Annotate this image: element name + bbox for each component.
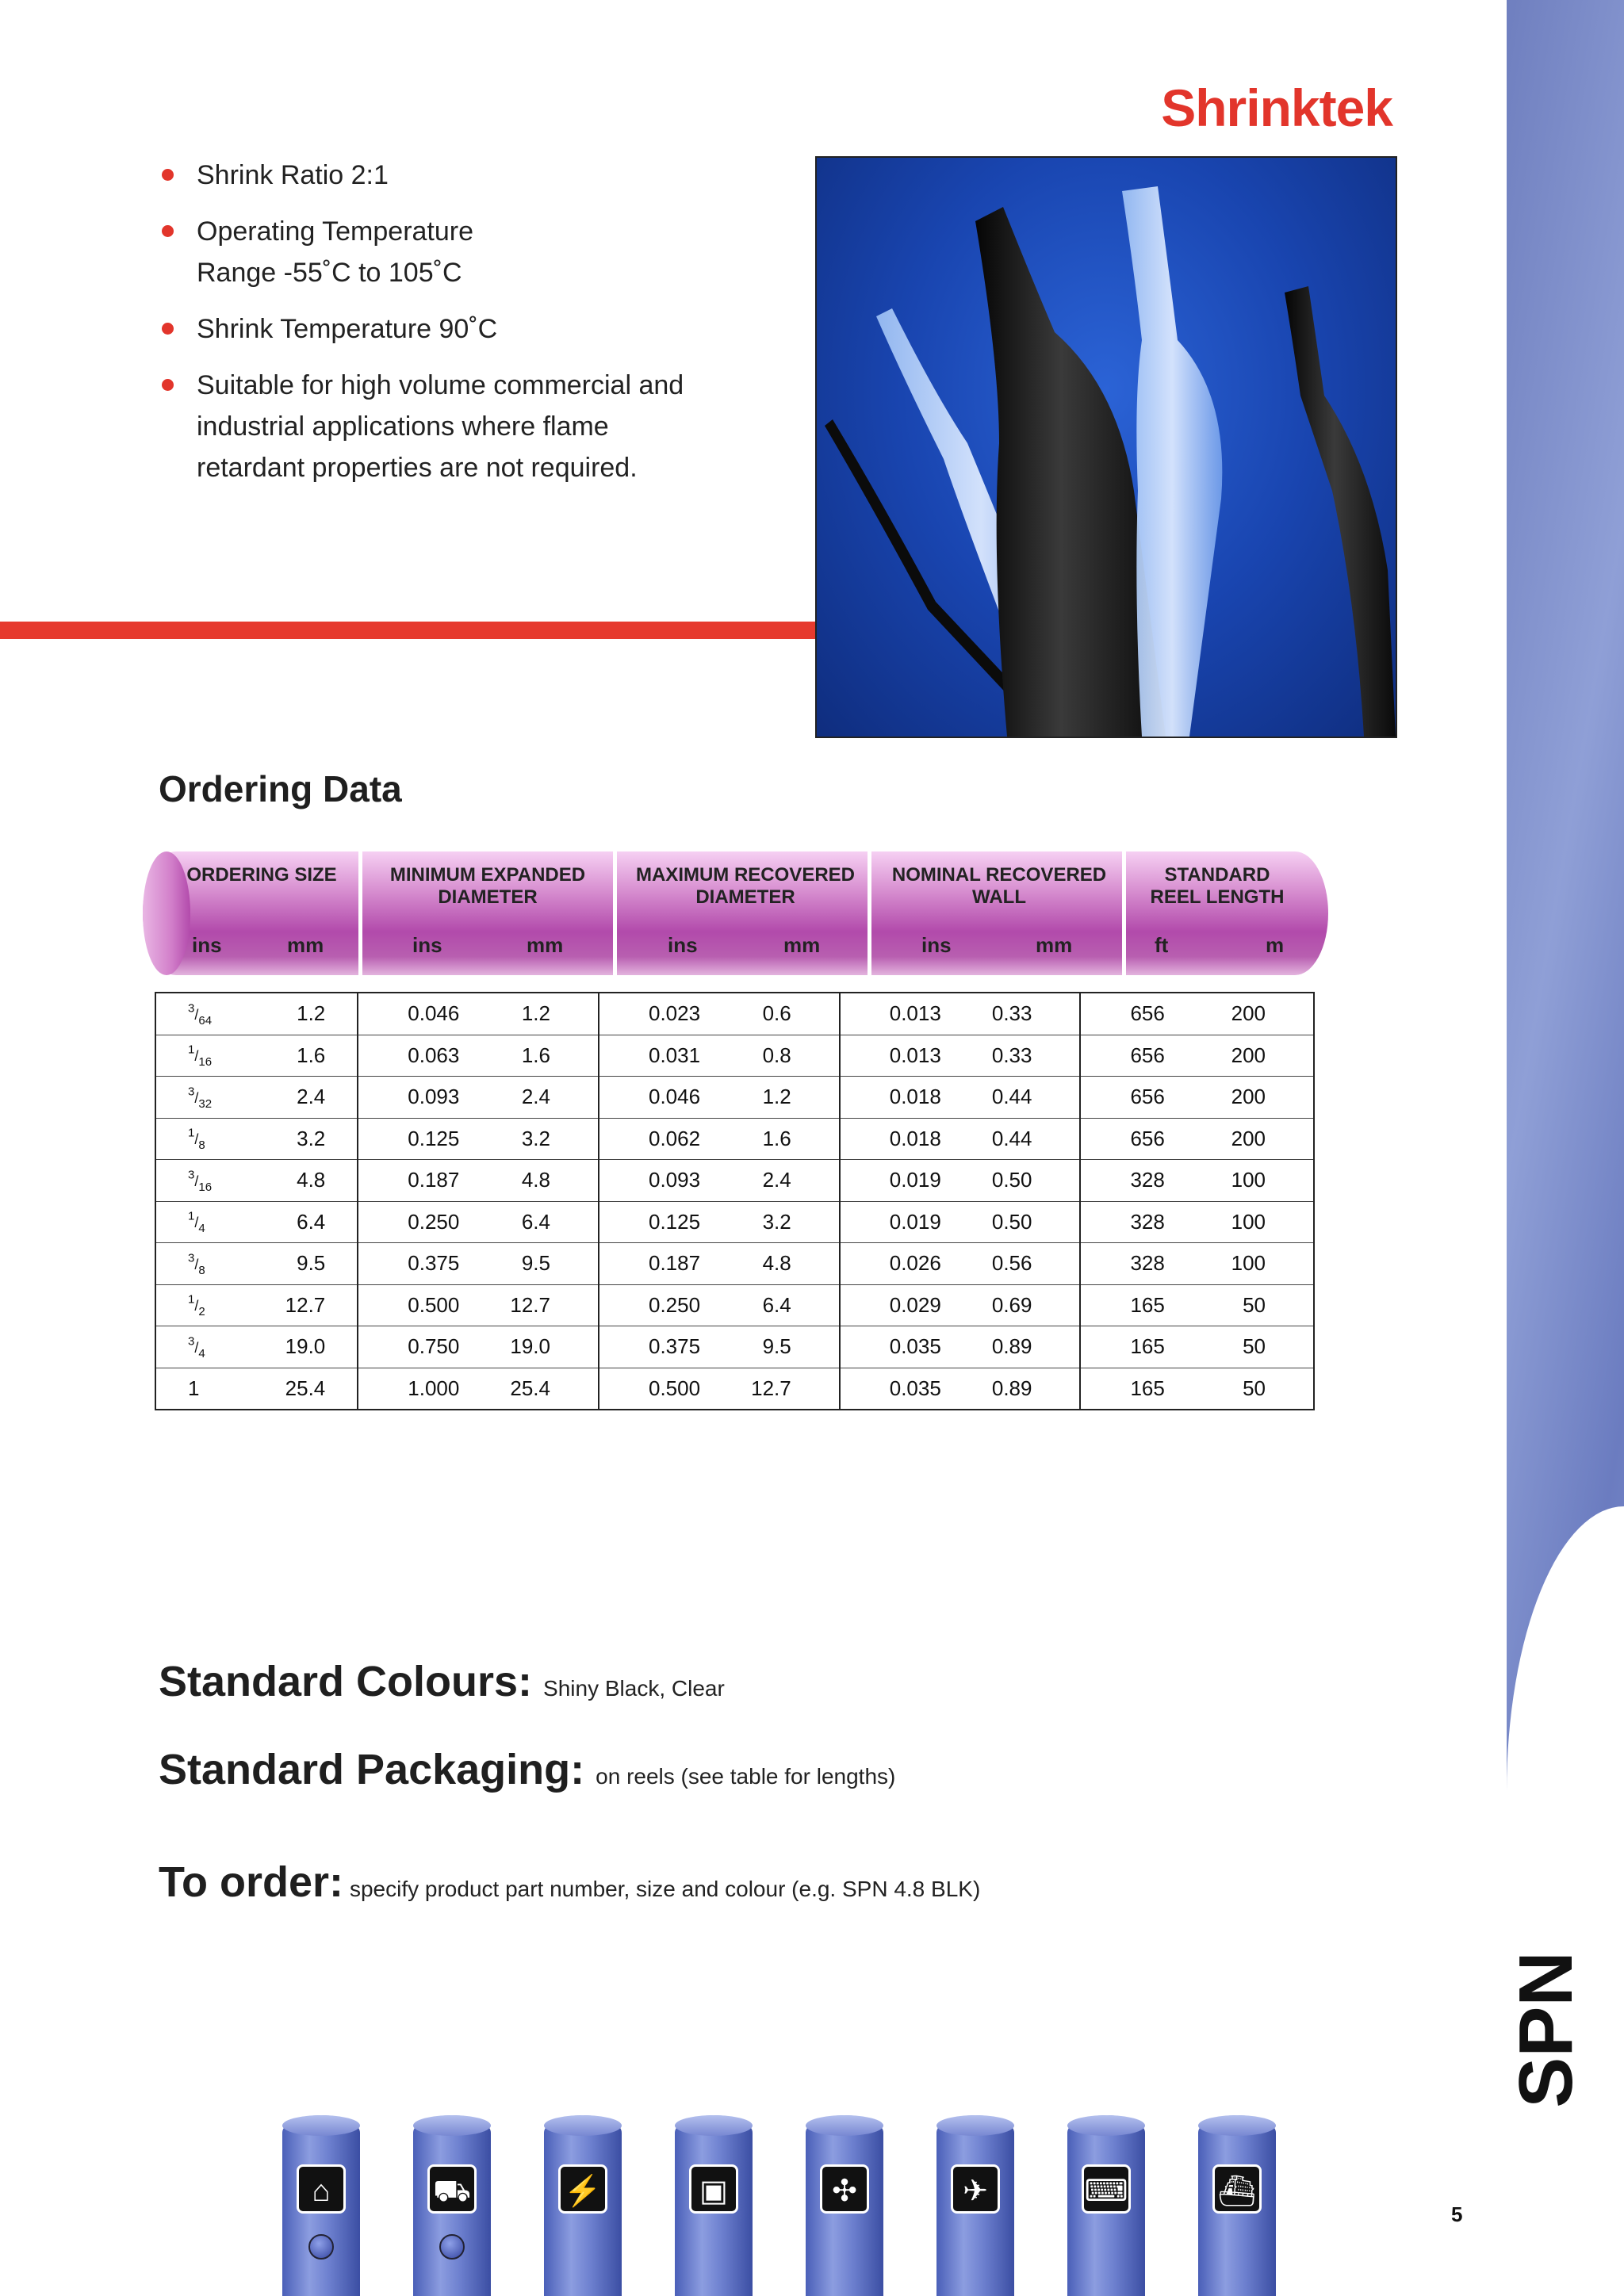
expanded-ins-cell: 0.046	[358, 993, 494, 1035]
header-ordering-size: ORDERING SIZE	[186, 864, 337, 886]
reel-m-cell: 50	[1212, 1284, 1314, 1326]
lightning-icon: ⚡	[558, 2164, 607, 2214]
expanded-mm-cell: 19.0	[494, 1326, 599, 1368]
size-mm-cell: 19.0	[250, 1326, 358, 1368]
to-order-label: To order:	[159, 1858, 343, 1906]
unit-label: ins	[668, 933, 698, 957]
cylinder-top	[282, 2115, 360, 2136]
size-ins-cell	[155, 1243, 250, 1285]
reel-ft-cell: 165	[1080, 1368, 1211, 1410]
expanded-ins-cell: 0.187	[358, 1160, 494, 1202]
recovered-mm-cell: 12.7	[735, 1368, 840, 1410]
fraction: $^1/_8$	[188, 1126, 205, 1153]
reel-ft-cell: 656	[1080, 1035, 1211, 1077]
standard-packaging-value: on reels (see table for lengths)	[596, 1764, 896, 1789]
wall-mm-cell: 0.89	[976, 1368, 1081, 1410]
wall-ins-cell: 0.035	[840, 1326, 976, 1368]
header-separator	[358, 851, 362, 975]
recovered-ins-cell: 0.250	[599, 1284, 735, 1326]
bullet-icon	[162, 169, 174, 181]
header-separator	[613, 851, 617, 975]
expanded-ins-cell: 0.063	[358, 1035, 494, 1077]
unit-label: mm	[783, 933, 821, 957]
bullet-icon	[162, 323, 174, 335]
size-mm-cell: 6.4	[250, 1201, 358, 1243]
cylinder-top	[675, 2115, 753, 2136]
unit-label: ins	[192, 933, 222, 957]
header-standard-reel-length: STANDARD REEL LENGTH	[1150, 864, 1285, 908]
reel-ft-cell: 165	[1080, 1284, 1211, 1326]
fraction: $^3/_{64}$	[188, 1001, 213, 1027]
recovered-ins-cell: 0.023	[599, 993, 735, 1035]
size-mm-cell: 1.2	[297, 1001, 326, 1026]
standard-colours-label: Standard Colours:	[159, 1658, 533, 1705]
expanded-mm-cell: 2.4	[494, 1077, 599, 1119]
table-row	[155, 1201, 1314, 1243]
expanded-ins-cell: 0.500	[358, 1284, 494, 1326]
wall-mm-cell: 0.89	[976, 1326, 1081, 1368]
wall-mm-cell: 0.33	[976, 1035, 1081, 1077]
unit-label: mm	[527, 933, 564, 957]
expanded-ins-cell: 0.093	[358, 1077, 494, 1119]
application-cylinder	[936, 2115, 1014, 2296]
expanded-mm-cell: 3.2	[494, 1118, 599, 1160]
indicator-dot-icon	[308, 2234, 334, 2260]
recovered-mm-cell: 9.5	[735, 1326, 840, 1368]
wall-mm-cell: 0.44	[976, 1077, 1081, 1119]
reel-m-cell: 50	[1212, 1326, 1314, 1368]
size-ins-cell	[155, 1201, 250, 1243]
wall-ins-cell: 0.029	[840, 1284, 976, 1326]
product-code-text: SPN	[1503, 1951, 1588, 2108]
expanded-mm-cell: 6.4	[494, 1201, 599, 1243]
size-mm-cell: 9.5	[250, 1243, 358, 1285]
application-cylinder	[282, 2115, 360, 2296]
product-code-vertical	[1499, 1942, 1594, 2117]
factory-icon: ⌨	[1082, 2164, 1131, 2214]
reel-m-cell: 100	[1212, 1243, 1314, 1285]
ship-icon: ⛴	[1212, 2164, 1262, 2214]
wall-mm-cell: 0.69	[976, 1284, 1081, 1326]
recovered-ins-cell: 0.031	[599, 1035, 735, 1077]
expanded-mm-cell: 1.6	[494, 1035, 599, 1077]
recovered-ins-cell: 0.125	[599, 1201, 735, 1243]
unit-label: mm	[1036, 933, 1073, 957]
size-ins-cell	[155, 1118, 250, 1160]
recovered-ins-cell: 0.375	[599, 1326, 735, 1368]
unit-label: ins	[412, 933, 442, 957]
size-ins-cell	[155, 1326, 250, 1368]
cylinder-top	[1198, 2115, 1276, 2136]
table-row	[155, 1284, 1314, 1326]
table-row	[155, 1326, 1314, 1368]
page-number: 5	[1451, 2202, 1463, 2226]
size-mm-cell: 25.4	[250, 1368, 358, 1410]
computer-icon: ▣	[689, 2164, 738, 2214]
recovered-ins-cell: 0.062	[599, 1118, 735, 1160]
header-separator	[1122, 851, 1126, 975]
unit-label: m	[1266, 933, 1285, 957]
reel-ft-cell: 656	[1080, 1077, 1211, 1119]
recovered-mm-cell: 6.4	[735, 1284, 840, 1326]
size-ins-cell: 1	[155, 1368, 250, 1410]
application-cylinder	[1198, 2115, 1276, 2296]
reel-ft-cell: 328	[1080, 1160, 1211, 1202]
house-icon: ⌂	[297, 2164, 346, 2214]
product-photo	[815, 156, 1397, 738]
header-min-expanded-diameter: MINIMUM EXPANDED DIAMETER	[389, 864, 586, 908]
size-ins-cell	[155, 1160, 250, 1202]
cylinder-top	[1067, 2115, 1145, 2136]
header-nominal-recovered-wall: NOMINAL RECOVERED WALL	[891, 864, 1107, 908]
wall-ins-cell: 0.018	[840, 1118, 976, 1160]
expanded-mm-cell: 9.5	[494, 1243, 599, 1285]
feature-item	[159, 365, 704, 488]
wall-mm-cell: 0.44	[976, 1118, 1081, 1160]
fraction: $^1/_{16}$	[188, 1043, 213, 1070]
wall-mm-cell: 0.33	[991, 1001, 1032, 1026]
recovered-ins-cell: 0.093	[599, 1160, 735, 1202]
expanded-ins-cell: 0.375	[358, 1243, 494, 1285]
fraction: $^1/_2$	[188, 1292, 205, 1319]
size-ins-cell	[155, 993, 250, 1035]
size-mm-cell: 4.8	[250, 1160, 358, 1202]
unit-label: ft	[1155, 933, 1169, 957]
expanded-ins-cell: 0.750	[358, 1326, 494, 1368]
reel-m-cell: 200	[1212, 1077, 1314, 1119]
table-row	[155, 1077, 1314, 1119]
size-mm-cell: 2.4	[250, 1077, 358, 1119]
expanded-ins-cell: 1.000	[358, 1368, 494, 1410]
application-cylinder	[806, 2115, 883, 2296]
bullet-icon	[162, 379, 174, 391]
standard-colours-value: Shiny Black, Clear	[543, 1676, 725, 1701]
to-order	[159, 1858, 980, 1907]
helicopter-icon: ✣	[820, 2164, 869, 2214]
table-row	[155, 1118, 1314, 1160]
feature-item	[159, 155, 793, 196]
application-cylinder	[544, 2115, 622, 2296]
ordering-data-table	[155, 992, 1315, 1410]
table-row	[155, 1243, 1314, 1285]
table-row	[155, 1160, 1314, 1202]
recovered-ins-cell: 0.046	[599, 1077, 735, 1119]
reel-ft-cell: 656	[1080, 993, 1211, 1035]
expanded-ins-cell: 0.125	[358, 1118, 494, 1160]
wall-mm-cell: 0.56	[976, 1243, 1081, 1285]
cylinder-top	[936, 2115, 1014, 2136]
feature-text: Suitable for high volume commercial and industrial applications where flame retardant properties are not required.	[197, 370, 684, 483]
car-icon: ⛟	[427, 2164, 477, 2214]
feature-item	[159, 308, 793, 350]
table-row	[155, 1368, 1314, 1410]
application-cylinder	[1067, 2115, 1145, 2296]
size-mm-cell: 3.2	[250, 1118, 358, 1160]
wall-ins-cell: 0.013	[840, 993, 976, 1035]
recovered-mm-cell: 0.6	[762, 1001, 791, 1026]
unit-label: mm	[287, 933, 324, 957]
reel-ft-cell: 656	[1080, 1118, 1211, 1160]
table-row	[155, 1035, 1314, 1077]
reel-m-cell: 100	[1212, 1201, 1314, 1243]
wall-ins-cell: 0.035	[840, 1368, 976, 1410]
standard-colours	[159, 1657, 725, 1706]
feature-text: Shrink Temperature 90˚C	[197, 314, 498, 344]
expanded-ins-cell: 0.250	[358, 1201, 494, 1243]
fraction: $^1/_4$	[188, 1209, 205, 1236]
wall-mm-cell: 0.50	[976, 1201, 1081, 1243]
brand-logo: Shrinktek	[1161, 78, 1392, 137]
feature-text: Shrink Ratio 2:1	[197, 160, 389, 190]
heat-shrink-tubes-image	[817, 158, 1396, 737]
cylinder-top	[806, 2115, 883, 2136]
application-cylinder	[675, 2115, 753, 2296]
recovered-mm-cell: 1.2	[735, 1077, 840, 1119]
size-ins-cell	[155, 1284, 250, 1326]
reel-m-cell: 50	[1212, 1368, 1314, 1410]
header-separator	[868, 851, 871, 975]
standard-packaging	[159, 1745, 895, 1794]
recovered-mm-cell: 3.2	[735, 1201, 840, 1243]
wall-ins-cell: 0.026	[840, 1243, 976, 1285]
wall-ins-cell: 0.019	[840, 1201, 976, 1243]
fraction: $^3/_4$	[188, 1334, 205, 1360]
size-mm-cell: 12.7	[250, 1284, 358, 1326]
reel-ft-cell: 328	[1080, 1201, 1211, 1243]
wall-ins-cell: 0.019	[840, 1160, 976, 1202]
wall-ins-cell: 0.018	[840, 1077, 976, 1119]
application-cylinder	[413, 2115, 491, 2296]
recovered-ins-cell: 0.500	[599, 1368, 735, 1410]
size-ins-cell	[155, 1077, 250, 1119]
to-order-value: specify product part number, size and colour (e.g. SPN 4.8 BLK)	[349, 1877, 981, 1901]
fraction: $^3/_{32}$	[188, 1085, 213, 1111]
unit-label: ins	[921, 933, 952, 957]
expanded-mm-cell: 4.8	[494, 1160, 599, 1202]
reel-m-cell: 200	[1212, 1035, 1314, 1077]
bullet-icon	[162, 225, 174, 237]
expanded-mm-cell: 12.7	[494, 1284, 599, 1326]
recovered-mm-cell: 2.4	[735, 1160, 840, 1202]
feature-item	[159, 211, 546, 293]
standard-packaging-label: Standard Packaging:	[159, 1746, 585, 1793]
header-max-recovered-diameter: MAXIMUM RECOVERED DIAMETER	[635, 864, 855, 908]
recovered-ins-cell: 0.187	[599, 1243, 735, 1285]
wall-ins-cell: 0.013	[840, 1035, 976, 1077]
feature-text: Operating Temperature Range -55˚C to 105˚C	[197, 216, 474, 288]
expanded-mm-cell: 25.4	[494, 1368, 599, 1410]
cylinder-top	[544, 2115, 622, 2136]
recovered-mm-cell: 1.6	[735, 1118, 840, 1160]
recovered-mm-cell: 4.8	[735, 1243, 840, 1285]
size-ins-cell	[155, 1035, 250, 1077]
fraction: $^3/_{16}$	[188, 1168, 213, 1194]
feature-list	[159, 155, 793, 503]
red-divider	[0, 622, 817, 639]
table-body	[155, 993, 1314, 1410]
recovered-mm-cell: 0.8	[735, 1035, 840, 1077]
reel-ft-cell: 165	[1080, 1326, 1211, 1368]
fraction: $^3/_8$	[188, 1251, 205, 1277]
reel-ft-cell: 328	[1080, 1243, 1211, 1285]
reel-m-cell: 100	[1212, 1160, 1314, 1202]
expanded-mm-cell: 1.2	[521, 1001, 550, 1026]
section-title: Ordering Data	[159, 768, 402, 809]
airplane-icon: ✈	[951, 2164, 1000, 2214]
wall-mm-cell: 0.50	[976, 1160, 1081, 1202]
reel-m-cell: 200	[1212, 1118, 1314, 1160]
size-mm-cell: 1.6	[250, 1035, 358, 1077]
cylinder-top	[413, 2115, 491, 2136]
table-row	[155, 993, 1314, 1035]
reel-m-cell: 200	[1231, 1001, 1266, 1026]
indicator-dot-icon	[439, 2234, 465, 2260]
